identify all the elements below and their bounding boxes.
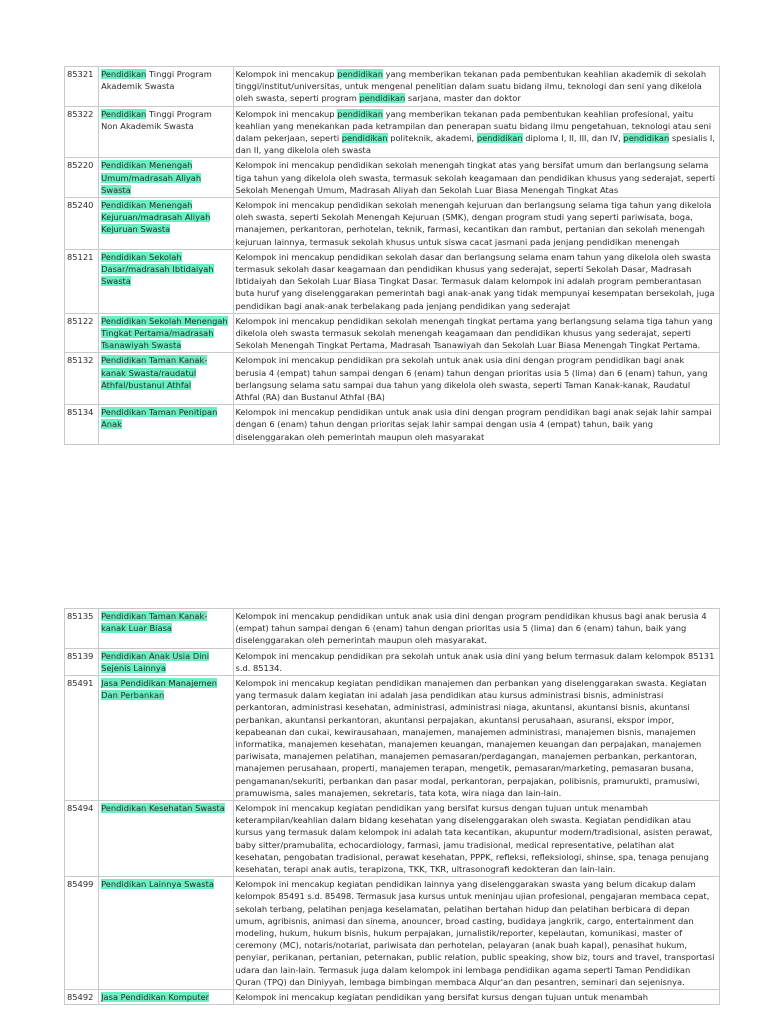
kbli-title xyxy=(99,313,233,353)
kbli-table-bottom xyxy=(64,608,720,1005)
table-row xyxy=(65,990,720,1005)
table-row xyxy=(65,353,720,405)
table-row xyxy=(65,405,720,445)
kbli-description xyxy=(233,801,720,877)
search-highlight: Jasa Pendidikan Komputer xyxy=(101,992,210,1003)
search-highlight: Pendidikan Kesehatan Swasta xyxy=(101,803,225,814)
kbli-code: 85492 xyxy=(65,990,99,1005)
kbli-description xyxy=(233,353,720,405)
search-highlight: Pendidikan xyxy=(101,69,147,79)
kbli-description xyxy=(233,609,720,649)
kbli-description xyxy=(233,158,720,198)
text-segment: Kelompok ini mencakup pendidikan pra sekolah untuk anak usia dini yang belum termasuk dalam kelompok 85131 s.d. 85134. xyxy=(235,650,715,673)
kbli-code: 85220 xyxy=(65,158,99,198)
text-segment: sarjana, master dan doktor xyxy=(405,93,521,104)
text-segment: Kelompok ini mencakup xyxy=(235,108,338,119)
text-segment: spesialis I, dan II, yang dikelola oleh swasta xyxy=(235,133,715,156)
text-segment: Tinggi Program Non Akademik Swasta xyxy=(101,108,212,131)
search-highlight: pendidikan xyxy=(476,133,523,144)
text-segment: Kelompok ini mencakup pendidikan untuk anak usia dini dengan program pendidikan khusus bagi anak berusia 4 (empat) tahun sampai dengan 6 (enam) tahun dengan prioritas usia 5 (lima) dan 6 (enam) tahun, baik yang diselenggarakan oleh pemerintah maupun oleh masyarakat. xyxy=(235,611,707,646)
kbli-description xyxy=(233,405,720,445)
text-segment: diploma I, II, III, dan IV, xyxy=(522,133,624,144)
table-row xyxy=(65,609,720,649)
kbli-title xyxy=(99,67,233,107)
search-highlight: pendidikan xyxy=(623,133,670,144)
search-highlight: pendidikan xyxy=(337,69,383,79)
kbli-description xyxy=(233,249,720,313)
kbli-description xyxy=(233,990,720,1005)
text-segment: Kelompok ini mencakup pendidikan sekolah menengah kejuruan dan berlangsung selama tiga tahun yang dikelola oleh swasta, seperti Sekolah Menengah Kejuruan (SMK), dengan program studi yang seperti pariwisata, boga, manajemen, perkantoran, perhotelan, teknik, farmasi, kecantikan dan rambut, pertanian dan sekolah menengah kejuruan lainnya, termasuk sekolah khusus untuk siswa cacat jasmani pada jenjang pendidikan menengah xyxy=(235,200,712,247)
kbli-title xyxy=(99,990,233,1005)
kbli-title xyxy=(99,405,233,445)
kbli-description xyxy=(233,877,720,990)
kbli-code: 85321 xyxy=(65,67,99,107)
kbli-code: 85122 xyxy=(65,313,99,353)
search-highlight: Pendidikan Taman Penitipan Anak xyxy=(101,407,218,430)
search-highlight: Jasa Pendidikan Manajemen Dan Perbankan xyxy=(101,678,217,701)
kbli-code: 85491 xyxy=(65,676,99,801)
kbli-code: 85121 xyxy=(65,249,99,313)
search-highlight: Pendidikan Sekolah Dasar/madrasah Ibtidaiyah Swasta xyxy=(101,251,214,287)
search-highlight: pendidikan xyxy=(337,108,383,119)
kbli-description xyxy=(233,198,720,250)
kbli-title xyxy=(99,676,233,801)
text-segment: politeknik, akademi, xyxy=(387,133,477,144)
text-segment: Kelompok ini mencakup xyxy=(235,69,338,79)
search-highlight: Pendidikan Sekolah Menengah Tingkat Pertama/madrasah Tsanawiyah Swasta xyxy=(101,315,228,351)
text-segment: Kelompok ini mencakup kegiatan pendidikan manajemen dan perbankan yang diselenggarakan swasta. Kegiatan yang termasuk dalam kegiatan ini adalah jasa pendidikan atau kursus administrasi bisnis, administrasi perkantoran, administrasi kesehatan, administrasi, administrasi niaga, akuntansi, akuntansi bisnis, akuntansi perbankan, akuntansi perkantoran, akuntansi perpajakan, akuntansi perusahaan, asuransi, ekspor impor, kepabeanan dan cukai, kewirausahaan, manajemen, manajemen administrasi, manajemen bisnis, manajemen informatika, manajemen kesehatan, manajemen keuangan, manajemen keuangan dan perpajakan, manajemen pariwisata, manajemen pelatihan, manajemen pemasaran/perdagangan, manajemen perbankan, perkantoran, manajemen perusahaan, properti, manajemen terapan, mengetik, pemasaran/marketing, pemasaran busana, pengamanan/sekuriti, perbankan dan pasar modal, perkantoran, perpajakan, polibisnis, pramurukti, pramusiwi, pramuwisma, sales manajemen, sekretaris, tata kota, wira niaga dan lain-lain. xyxy=(235,678,707,798)
kbli-code: 85139 xyxy=(65,648,99,675)
text-segment: Kelompok ini mencakup kegiatan pendidikan yang bersifat kursus dengan tujuan untuk menambah keterampilan/keahlian dalam bidang kesehatan yang diselenggarakan oleh swasta. Kegiatan pendidikan atau kursus yang termasuk dalam kelompok ini adalah tata kecantikan, akupuntur modern/tradisional, asisten perawat, baby sitter/pramubalita, echocardiology, farmasi, jamu tradisional, medical representative, pelatihan alat kesehatan, pengobatan tradisional, perawat kesehatan, PPPK, refleksi, refleksiologi, shinse, spa, tenaga penujang kesehatan, terapi anak autis, terapizona, TKK, TKR, ultrasonografi kedokteran dan lain-lain. xyxy=(235,803,713,875)
kbli-description xyxy=(233,67,720,107)
kbli-title xyxy=(99,801,233,877)
search-highlight: pendidikan xyxy=(359,93,406,104)
kbli-title xyxy=(99,353,233,405)
text-segment: Kelompok ini mencakup pendidikan untuk anak usia dini dengan program pendidikan bagi anak sejak lahir sampai dengan 6 (enam) tahun dengan prioritas sejak lahir sampai dengan usia 4 (empat) tahun, baik yang diselenggarakan oleh pemerintah maupun oleh masyarakat xyxy=(235,407,712,442)
kbli-description xyxy=(233,676,720,801)
search-highlight: Pendidikan Anak Usia Dini Sejenis Lainnya xyxy=(101,650,210,673)
kbli-description xyxy=(233,648,720,675)
table-row xyxy=(65,648,720,675)
search-highlight: pendidikan xyxy=(341,133,388,144)
table-row xyxy=(65,801,720,877)
kbli-title xyxy=(99,877,233,990)
text-segment: Tinggi Program Akademik Swasta xyxy=(101,69,212,92)
search-highlight: Pendidikan Menengah Umum/madrasah Aliyah Swasta xyxy=(101,160,202,195)
kbli-title xyxy=(99,609,233,649)
text-segment: Kelompok ini mencakup kegiatan pendidikan lainnya yang diselenggarakan swasta yang belum dicakup dalam kelompok 85491 s.d. 85498. Termasuk jasa kursus untuk meninjau ujian profesional, pengajaran membaca cepat, sekolah terbang, pelatihan penjaga keselamatan, pelatihan bertahan hidup dan pelatihan berbicara di depan umum, agribisnis, animasi dan sinema, anouncer, broad casting, budidaya jangkrik, cargo, entertainment dan modeling, hukum, hukum bisnis, hukum perpajakan, jurnalistik/reporter, kepelautan, komunikasi, master of ceremony (MC), notaris/notariat, pariwisata dan perhotelan, pelayaran (anak buah kapal), penasihat hukum, penyiar, perikanan, pertanian, peternakan, public relation, public speaking, show biz, tours and travel, transportasi udara dan lain-lain. Termasuk juga dalam kelompok ini lembaga pendidikan agama seperti Taman Pendidikan Quran (TPQ) dan Diniyyah, lembaga bimbingan membaca Alqur'an dan pesantren, seminari dan sejenisnya. xyxy=(235,879,715,987)
kbli-code: 85494 xyxy=(65,801,99,877)
kbli-title xyxy=(99,198,233,250)
table-row xyxy=(65,676,720,801)
kbli-table-top xyxy=(64,66,720,445)
search-highlight: Pendidikan Taman Kanak-kanak Luar Biasa xyxy=(101,611,208,634)
text-segment: Kelompok ini mencakup pendidikan sekolah dasar dan berlangsung selama enam tahun yang dikelola oleh swasta termasuk sekolah dasar keagamaan dan pendidikan khusus yang sederajat, seperti Sekolah Dasar, Madrasah Ibtidaiyah dan Sekolah Luar Biasa Tingkat Dasar. Termasuk dalam kelompok ini adalah program pemberantasan buta huruf yang diselenggarakan pemerintah bagi anak-anak yang tidak mempunyai kesempatan bersekolah, juga pendidikan bagi anak-anak terbelakang pada jenjang pendidikan yang sederajat xyxy=(235,251,715,311)
text-segment: Kelompok ini mencakup kegiatan pendidikan yang bersifat kursus dengan tujuan untuk menambah xyxy=(235,992,648,1003)
kbli-code: 85134 xyxy=(65,405,99,445)
table-row xyxy=(65,158,720,198)
kbli-code: 85135 xyxy=(65,609,99,649)
table-row xyxy=(65,67,720,107)
kbli-title xyxy=(99,106,233,158)
table-row xyxy=(65,877,720,990)
table-row xyxy=(65,313,720,353)
table-row xyxy=(65,106,720,158)
text-segment: Kelompok ini mencakup pendidikan sekolah menengah tingkat atas yang bersifat umum dan berlangsung selama tiga tahun yang dikelola oleh swasta, termasuk sekolah keagamaan dan pendidikan khusus yang sederajat, seperti Sekolah Menengah Umum, Madrasah Aliyah dan Sekolah Luar Biasa Menengah Tingkat Atas xyxy=(235,160,716,195)
text-segment: yang memberikan tekanan pada pembentukan keahlian akademik di sekolah tinggi/institut/universitas, untuk mengenal penelitian dalam suatu bidang ilmu, teknologi dan seni yang dikelola oleh swasta, seperti program xyxy=(235,69,707,104)
kbli-code: 85240 xyxy=(65,198,99,250)
text-segment: Kelompok ini mencakup pendidikan pra sekolah untuk anak usia dini dengan program pendidikan bagi anak berusia 4 (empat) tahun sampai dengan 6 (enam) tahun dengan prioritas usia 5 (lima) dan 6 (enam) tahun, yang berlangsung selama satu sampai dua tahun yang dikelola oleh swasta, seperti Taman Kanak-kanak, Raudatul Athfal (RA) dan Bustanul Athfal (BA) xyxy=(235,355,708,403)
text-segment: yang memberikan tekanan pada pembentukan keahlian profesional, yaitu keahlian yang menekankan pada ketrampilan dan penerapan suatu bidang ilmu pengetahuan, teknologi atau seni dalam pekerjaan, seperti xyxy=(235,108,712,144)
kbli-code: 85132 xyxy=(65,353,99,405)
kbli-description xyxy=(233,313,720,353)
kbli-code: 85322 xyxy=(65,106,99,158)
search-highlight: Pendidikan xyxy=(101,108,147,119)
kbli-description xyxy=(233,106,720,158)
kbli-title xyxy=(99,249,233,313)
search-highlight: Pendidikan Lainnya Swasta xyxy=(101,879,214,890)
text-segment: Kelompok ini mencakup pendidikan sekolah menengah tingkat pertama yang berlangsung selama tiga tahun yang dikelola oleh swasta termasuk sekolah menengah keagamaan dan pendidikan khusus yang sederajat, seperti Sekolah Menengah Tingkat Pertama, Madrasah Tsanawiyah dan Sekolah Luar Biasa Menengah Tingkat Pertama. xyxy=(235,315,713,351)
kbli-title xyxy=(99,158,233,198)
search-highlight: Pendidikan Menengah Kejuruan/madrasah Aliyah Kejuruan Swasta xyxy=(101,200,211,235)
table-row xyxy=(65,198,720,250)
search-highlight: Pendidikan Taman Kanak-kanak Swasta/raudatul Athfal/bustanul Athfal xyxy=(101,355,208,390)
kbli-title xyxy=(99,648,233,675)
table-row xyxy=(65,249,720,313)
kbli-code: 85499 xyxy=(65,877,99,990)
